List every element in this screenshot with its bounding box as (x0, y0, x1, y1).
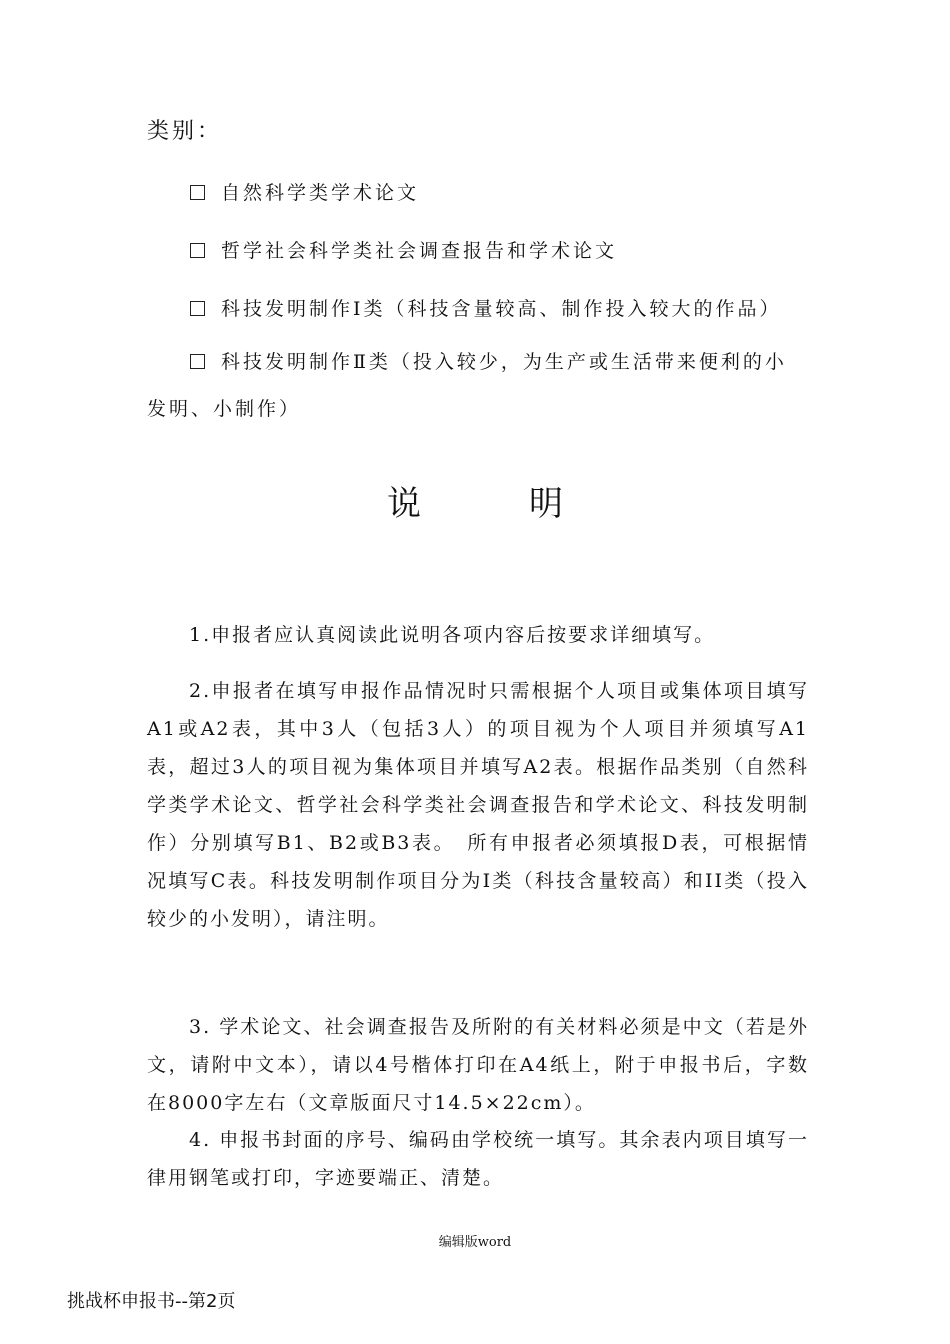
instruction-item: 1.申报者应认真阅读此说明各项内容后按要求详细填写。 (189, 624, 716, 646)
category-label: 科技发明制作Ⅰ类（科技含量较高、制作投入较大的作品） (221, 298, 782, 320)
category-title: 类别： (147, 119, 223, 144)
category-option-invention-2[interactable] (147, 339, 807, 433)
checkbox-icon[interactable] (190, 185, 205, 200)
category-label: 哲学社会科学类社会调查报告和学术论文 (221, 240, 618, 262)
category-option-natural-science[interactable] (190, 178, 419, 205)
page-footer-note: 编辑版word (438, 1235, 512, 1250)
category-option-social-science[interactable] (190, 236, 617, 263)
category-option-invention-1[interactable] (190, 294, 782, 321)
checkbox-icon[interactable] (190, 243, 205, 258)
category-label: 自然科学类学术论文 (221, 182, 420, 204)
checkbox-icon[interactable] (190, 301, 205, 316)
page-footer-label: 挑战杯申报书--第2页 (67, 1291, 236, 1312)
checkbox-icon[interactable] (190, 354, 205, 369)
instruction-item: 2.申报者在填写申报作品情况时只需根据个人项目或集体项目填写A1或A2表，其中3人（包括3人）的项目视为个人项目并须填写A1表，超过3人的项目视为集体项目并填写A2表。根据作品类别（自然科学类学术论文、哲学社会科学类社会调查报告和学术论文、科技发明制作）分别填写B1、B2或B3表。 所有申报者必须填报D表，可根据情况填写C表。科技发明制作项目分为I类（科技含量较高）和II类（投入较少的小发明），请注明。 (147, 680, 809, 930)
instruction-item: 4. 申报书封面的序号、编码由学校统一填写。其余表内项目填写一律用钢笔或打印，字迹要端正、清楚。 (147, 1129, 809, 1189)
instruction-item: 3. 学术论文、社会调查报告及所附的有关材料必须是中文（若是外文，请附中文本），请以4号楷体打印在A4纸上，附于申报书后，字数在8000字左右（文章版面尺寸14.5×22cm）。 (147, 1016, 809, 1114)
category-label: 科技发明制作Ⅱ类（投入较少，为生产或生活带来便利的小发明、小制作） (147, 351, 787, 420)
section-heading: 说明 (387, 484, 671, 524)
